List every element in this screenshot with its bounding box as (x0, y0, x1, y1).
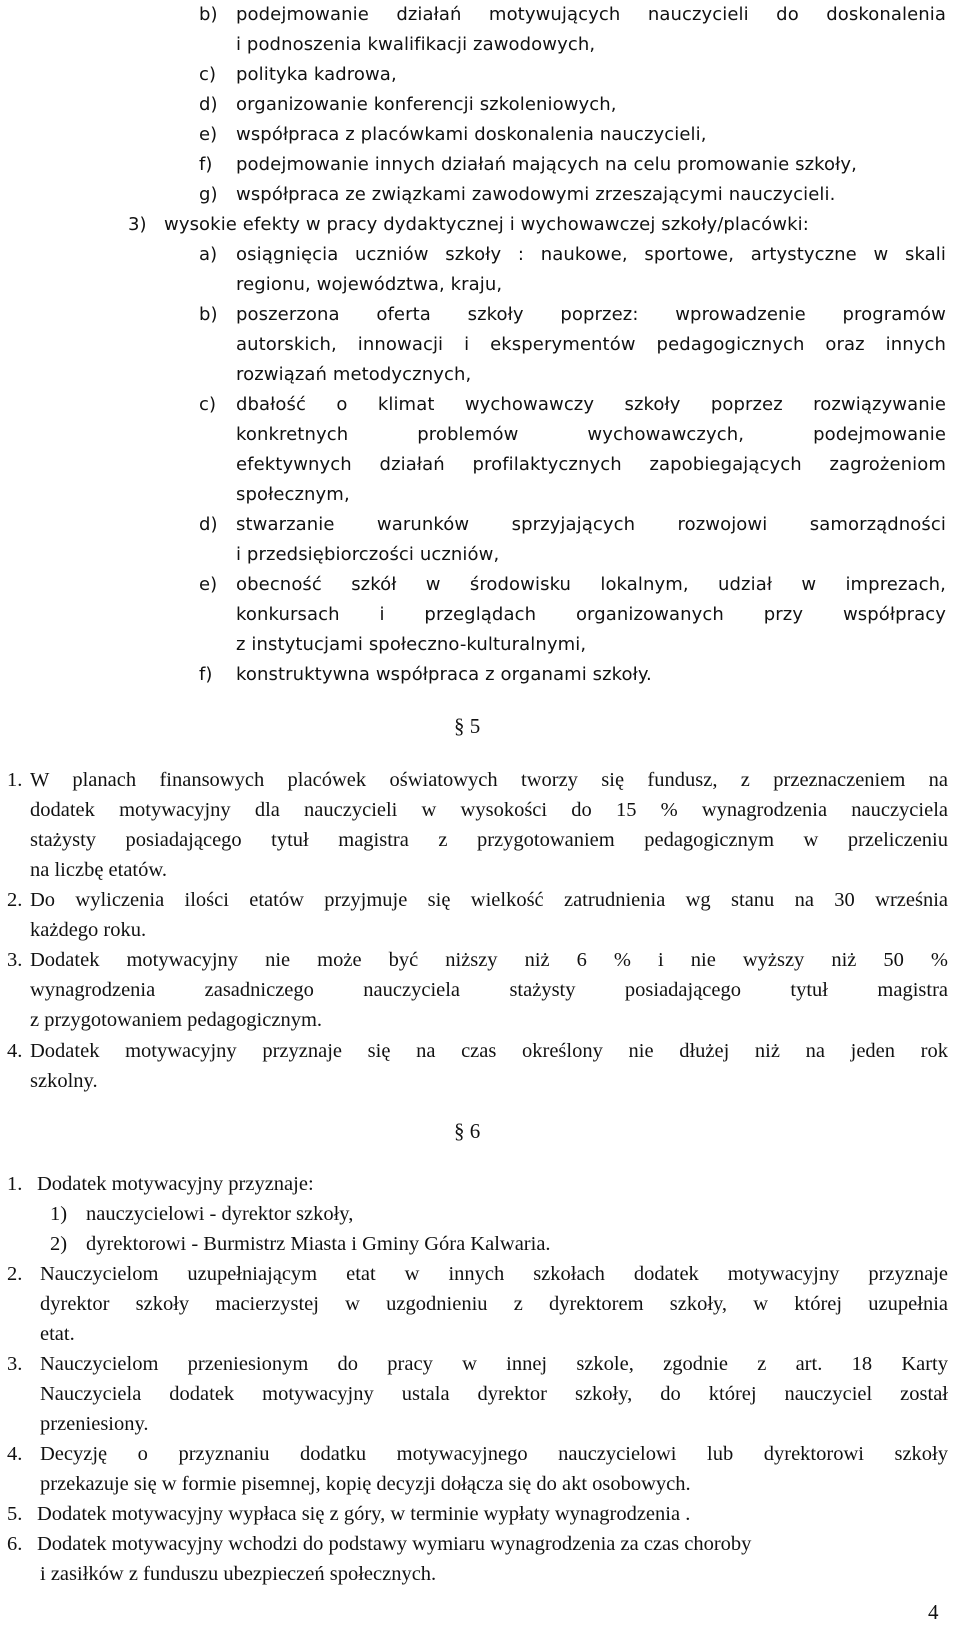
list-label: c) (199, 394, 217, 415)
item-label: 6. (7, 1533, 23, 1555)
item-label: 2. (7, 889, 23, 911)
list-text-line: efektywnych działań profilaktycznych zapobiegających zagrożeniom (236, 454, 946, 475)
list-label: g) (199, 184, 218, 205)
list-text-line: podejmowanie działań motywujących nauczycieli do doskonalenia (236, 4, 946, 25)
sub-item-label: 1) (50, 1203, 68, 1225)
sub-item-text: nauczycielowi - dyrektor szkoły, (86, 1203, 354, 1225)
list-text-line: obecność szkół w środowisku lokalnym, udział w imprezach, (236, 574, 946, 595)
list-text-line: stwarzanie warunków sprzyjających rozwojowi samorządności (236, 514, 946, 535)
list-text-line: współpraca z placówkami doskonalenia nauczycieli, (236, 124, 707, 145)
item-text-line: przekazuje się w formie pisemnej, kopię decyzji dołącza się do akt osobowych. (40, 1473, 691, 1495)
list-text-line: polityka kadrowa, (236, 64, 397, 85)
item-label: 3. (7, 949, 23, 971)
list-label: f) (199, 664, 213, 685)
list-text-line: współpraca ze związkami zawodowymi zrzeszającymi nauczycieli. (236, 184, 836, 205)
list-text-line: podejmowanie innych działań mających na celu promowanie szkoły, (236, 154, 857, 175)
point-text: wysokie efekty w pracy dydaktycznej i wychowawczej szkoły/placówki: (164, 214, 809, 235)
list-text-line: konkursach i przeglądach organizowanych przy współpracy (236, 604, 946, 625)
item-text-line: Dodatek motywacyjny wypłaca się z góry, w terminie wypłaty wynagrodzenia . (37, 1503, 691, 1525)
list-text-line: regionu, województwa, kraju, (236, 274, 503, 295)
list-label: e) (199, 124, 218, 145)
item-text-line: W planach finansowych placówek oświatowych tworzy się fundusz, z przeznaczeniem na (30, 769, 948, 791)
item-text-line: Nauczycielom przeniesionym do pracy w innej szkole, zgodnie z art. 18 Karty (40, 1353, 948, 1375)
list-label: d) (199, 514, 218, 535)
list-text-line: z instytucjami społeczno-kulturalnymi, (236, 634, 587, 655)
item-text-line: z przygotowaniem pedagogicznym. (30, 1009, 323, 1031)
list-text-line: dbałość o klimat wychowawczy szkoły poprzez rozwiązywanie (236, 394, 946, 415)
item-label: 1. (7, 769, 23, 791)
item-label: 4. (7, 1443, 23, 1465)
list-label: b) (199, 304, 218, 325)
item-text-line: Dodatek motywacyjny nie może być niższy niż 6 % i nie wyższy niż 50 % (30, 949, 948, 971)
item-text-line: stażysty posiadającego tytuł magistra z przygotowaniem pedagogicznym w przeliczeniu (30, 829, 948, 851)
section-heading: § 6 (454, 1119, 481, 1143)
item-label: 3. (7, 1353, 23, 1375)
item-text-line: i zasiłków z funduszu ubezpieczeń społecznych. (40, 1563, 437, 1585)
list-label: d) (199, 94, 218, 115)
item-label: 1. (7, 1173, 23, 1195)
item-text-line: Dodatek motywacyjny wchodzi do podstawy wymiaru wynagrodzenia za czas choroby (37, 1533, 752, 1555)
item-text-line: przeniesiony. (40, 1413, 149, 1435)
item-text-line: dodatek motywacyjny dla nauczycieli w wysokości do 15 % wynagrodzenia nauczyciela (30, 799, 948, 821)
section-heading: § 5 (454, 714, 481, 738)
list-text-line: organizowanie konferencji szkoleniowych, (236, 94, 617, 115)
item-text-line: dyrektor szkoły macierzystej w uzgodnieniu z dyrektorem szkoły, w której uzupełnia (40, 1293, 948, 1315)
item-text-line: wynagrodzenia zasadniczego nauczyciela stażysty posiadającego tytuł magistra (30, 979, 948, 1001)
list-text-line: i podnoszenia kwalifikacji zawodowych, (236, 34, 596, 55)
item-text-line: na liczbę etatów. (30, 859, 167, 881)
list-text-line: poszerzona oferta szkoły poprzez: wprowadzenie programów (236, 304, 946, 325)
item-text-line: Nauczyciela dodatek motywacyjny ustala dyrektor szkoły, do której nauczyciel został (40, 1383, 948, 1405)
item-text-line: szkolny. (30, 1070, 98, 1092)
list-label: a) (199, 244, 218, 265)
list-text-line: społecznym, (236, 484, 350, 505)
list-label: e) (199, 574, 218, 595)
item-text-line: etat. (40, 1323, 75, 1345)
list-text-line: rozwiązań metodycznych, (236, 364, 472, 385)
list-text-line: konstruktywna współpraca z organami szkoły. (236, 664, 652, 685)
item-text-line: każdego roku. (30, 919, 147, 941)
sub-item-text: dyrektorowi - Burmistrz Miasta i Gminy Góra Kalwaria. (86, 1233, 551, 1255)
sub-item-label: 2) (50, 1233, 68, 1255)
item-text-line: Dodatek motywacyjny przyznaje: (37, 1173, 314, 1195)
item-text-line: Do wyliczenia ilości etatów przyjmuje się wielkość zatrudnienia wg stanu na 30 września (30, 889, 948, 911)
item-text-line: Dodatek motywacyjny przyznaje się na czas określony nie dłużej niż na jeden rok (30, 1040, 948, 1062)
list-text-line: konkretnych problemów wychowawczych, podejmowanie (236, 424, 946, 445)
list-text-line: autorskich, innowacji i eksperymentów pedagogicznych oraz innych (236, 334, 946, 355)
list-text-line: i przedsiębiorczości uczniów, (236, 544, 500, 565)
item-text-line: Decyzję o przyznaniu dodatku motywacyjnego nauczycielowi lub dyrektorowi szkoły (40, 1443, 948, 1465)
list-text-line: osiągnięcia uczniów szkoły : naukowe, sportowe, artystyczne w skali (236, 244, 946, 265)
item-label: 2. (7, 1263, 23, 1285)
list-label: c) (199, 64, 217, 85)
point-label: 3) (128, 214, 147, 235)
item-label: 5. (7, 1503, 23, 1525)
list-label: b) (199, 4, 218, 25)
item-label: 4. (7, 1040, 23, 1062)
list-label: f) (199, 154, 213, 175)
page-number: 4 (928, 1600, 939, 1624)
item-text-line: Nauczycielom uzupełniającym etat w innych szkołach dodatek motywacyjny przyznaje (40, 1263, 948, 1285)
